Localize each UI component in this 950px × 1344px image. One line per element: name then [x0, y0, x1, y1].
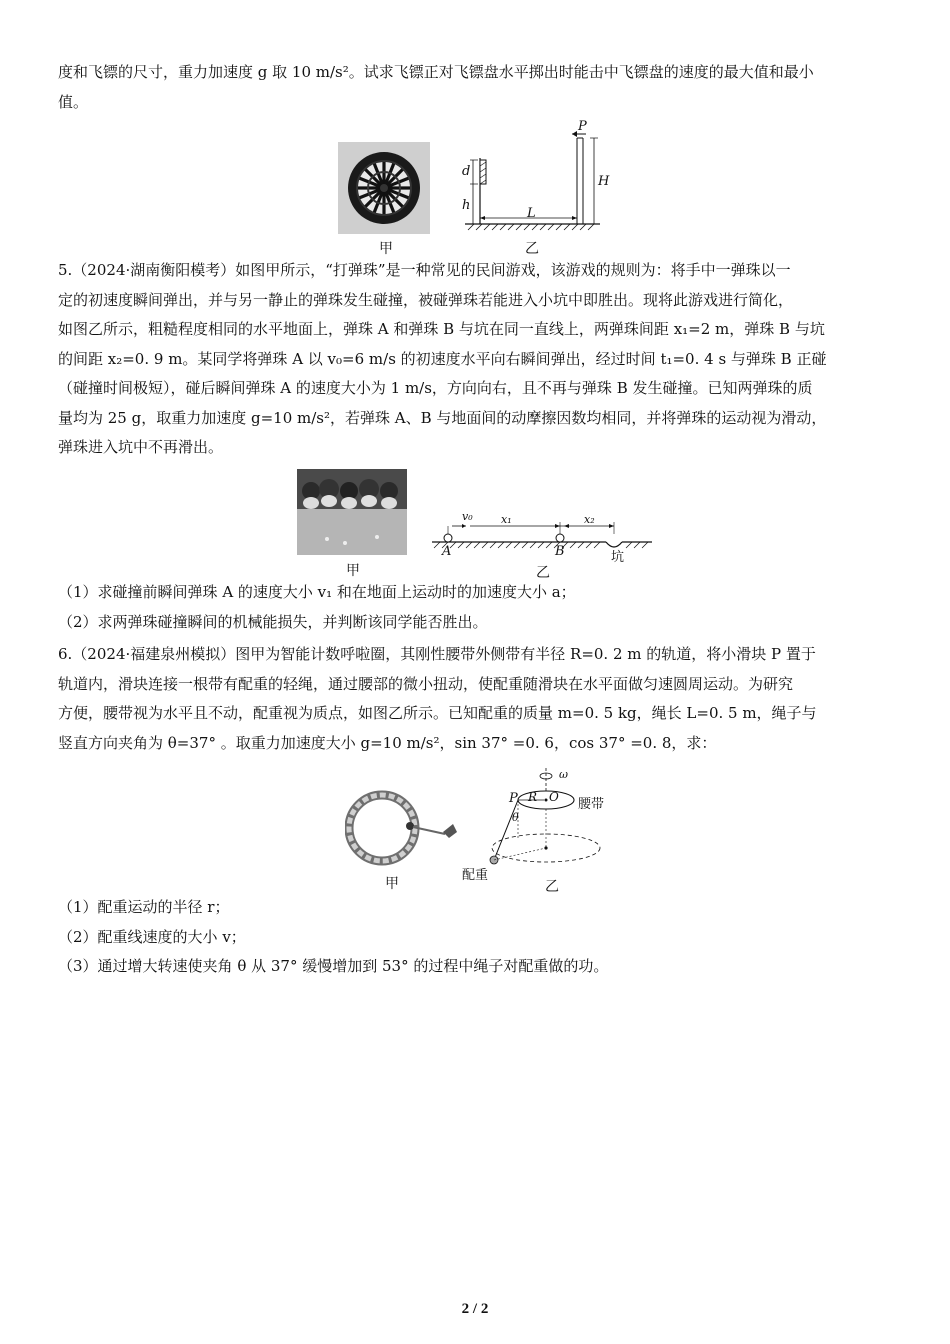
fig5-label-yi: 乙 [536, 565, 550, 581]
page-number: 2 / 2 [461, 1301, 489, 1317]
fig6-label-theta: θ [512, 811, 519, 824]
dartboard-photo [338, 142, 430, 234]
q6-line: 轨道内，滑块连接一根带有配重的轻绳，通过腰部的微小扭动，使配重随滑块在水平面做匀速圆周运动。为研究 [58, 674, 794, 693]
q6-line: 方便，腰带视为水平且不动，配重视为质点，如图乙所示。已知配重的质量 m=0. 5 kg，绳长 L=0. 5 m，绳子与 [58, 704, 817, 722]
hula-hoop-schematic [482, 768, 612, 876]
fig6-label-jia: 甲 [385, 876, 399, 892]
q5-subquestions [58, 578, 890, 637]
fig4-label-L: L [527, 206, 536, 221]
q6-sub-1: （1）配重运动的半径 r； [58, 898, 230, 916]
fig5-label-B: B [555, 544, 565, 559]
q6-line: 竖直方向夹角为 θ=37° 。取重力加速度大小 g=10 m/s²，sin 37° =0. 6，cos 37° =0. 8，求： [58, 733, 717, 752]
intro-line-2: 值。 [58, 92, 89, 111]
question-6 [58, 640, 890, 758]
fig6-label-O: O [549, 790, 559, 804]
q6-line: 6.（2024·福建泉州模拟）图甲为智能计数呼啦圈，其刚性腰带外侧带有半径 R=0. 2 m 的轨道，将小滑块 P 置于 [58, 645, 816, 663]
fig5-label-A: A [442, 544, 452, 559]
fig6-label-R: R [528, 790, 538, 804]
fig4-label-d: d [462, 164, 471, 179]
fig5-label-x1: x₁ [501, 513, 512, 526]
q6-subquestions [58, 893, 890, 982]
q5-line: 量均为 25 g，取重力加速度 g=10 m/s²，若弹珠 A、B 与地面间的动摩擦因数均相同，并将弹珠的运动视为滑动， [58, 408, 827, 427]
fig5-label-pit: 坑 [611, 550, 625, 565]
fig4-label-jia: 甲 [379, 241, 393, 257]
hula-hoop-photo [345, 786, 465, 870]
q5-line: 5.（2024·湖南衡阳模考）如图甲所示，“打弹珠”是一种常见的民间游戏，该游戏的规则为：将手中一弹珠以一 [58, 261, 791, 279]
fig4-label-h: h [462, 198, 471, 213]
fig5-label-v0: v₀ [462, 510, 473, 523]
fig5-label-jia: 甲 [346, 563, 360, 579]
marbles-photo [297, 469, 407, 555]
q5-line: 的间距 x₂=0. 9 m。某同学将弹珠 A 以 v₀=6 m/s 的初速度水平向右瞬间弹出，经过时间 t₁=0. 4 s 与弹珠 B 正碰 [58, 349, 827, 368]
fig4-label-H: H [598, 174, 610, 189]
q5-sub-1: （1）求碰撞前瞬间弹珠 A 的速度大小 v₁ 和在地面上运动时的加速度大小 a； [58, 583, 576, 601]
fig6-label-P: P [509, 791, 518, 806]
q5-line: （碰撞时间极短），碰后瞬间弹珠 A 的速度大小为 1 m/s，方向向右，且不再与弹珠 B 发生碰撞。已知两弹珠的质 [58, 379, 813, 397]
question-5 [58, 256, 890, 463]
intro-text [58, 58, 890, 117]
q5-line: 定的初速度瞬间弹出，并与另一静止的弹珠发生碰撞，被碰弹珠若能进入小坑中即胜出。现将此游戏进行简化， [58, 290, 794, 309]
fig6-label-yi: 乙 [545, 879, 559, 895]
fig5-label-x2: x₂ [584, 513, 595, 526]
fig6-label-belt: 腰带 [578, 797, 605, 812]
q5-sub-2: （2）求两弹珠碰撞瞬间的机械能损失，并判断该同学能否胜出。 [58, 612, 488, 631]
fig4-label-P: P [578, 119, 587, 134]
q5-line: 弹珠进入坑中不再滑出。 [58, 438, 224, 456]
q6-sub-2: （2）配重线速度的大小 v； [58, 927, 246, 946]
q6-sub-3: （3）通过增大转速使夹角 θ 从 37° 缓慢增加到 53° 的过程中绳子对配重做的功。 [58, 957, 609, 975]
fig4-label-yi: 乙 [525, 241, 539, 257]
intro-line-1: 度和飞镖的尺寸，重力加速度 g 取 10 m/s²。试求飞镖正对飞镖盘水平掷出时能击中飞镖盘的速度的最大值和最小 [58, 63, 814, 81]
fig6-label-weight: 配重 [462, 868, 489, 883]
q5-line: 如图乙所示，粗糙程度相同的水平地面上，弹珠 A 和弹珠 B 与坑在同一直线上，两弹珠间距 x₁=2 m，弹珠 B 与坑 [58, 320, 825, 338]
fig6-label-omega: ω [559, 768, 568, 781]
